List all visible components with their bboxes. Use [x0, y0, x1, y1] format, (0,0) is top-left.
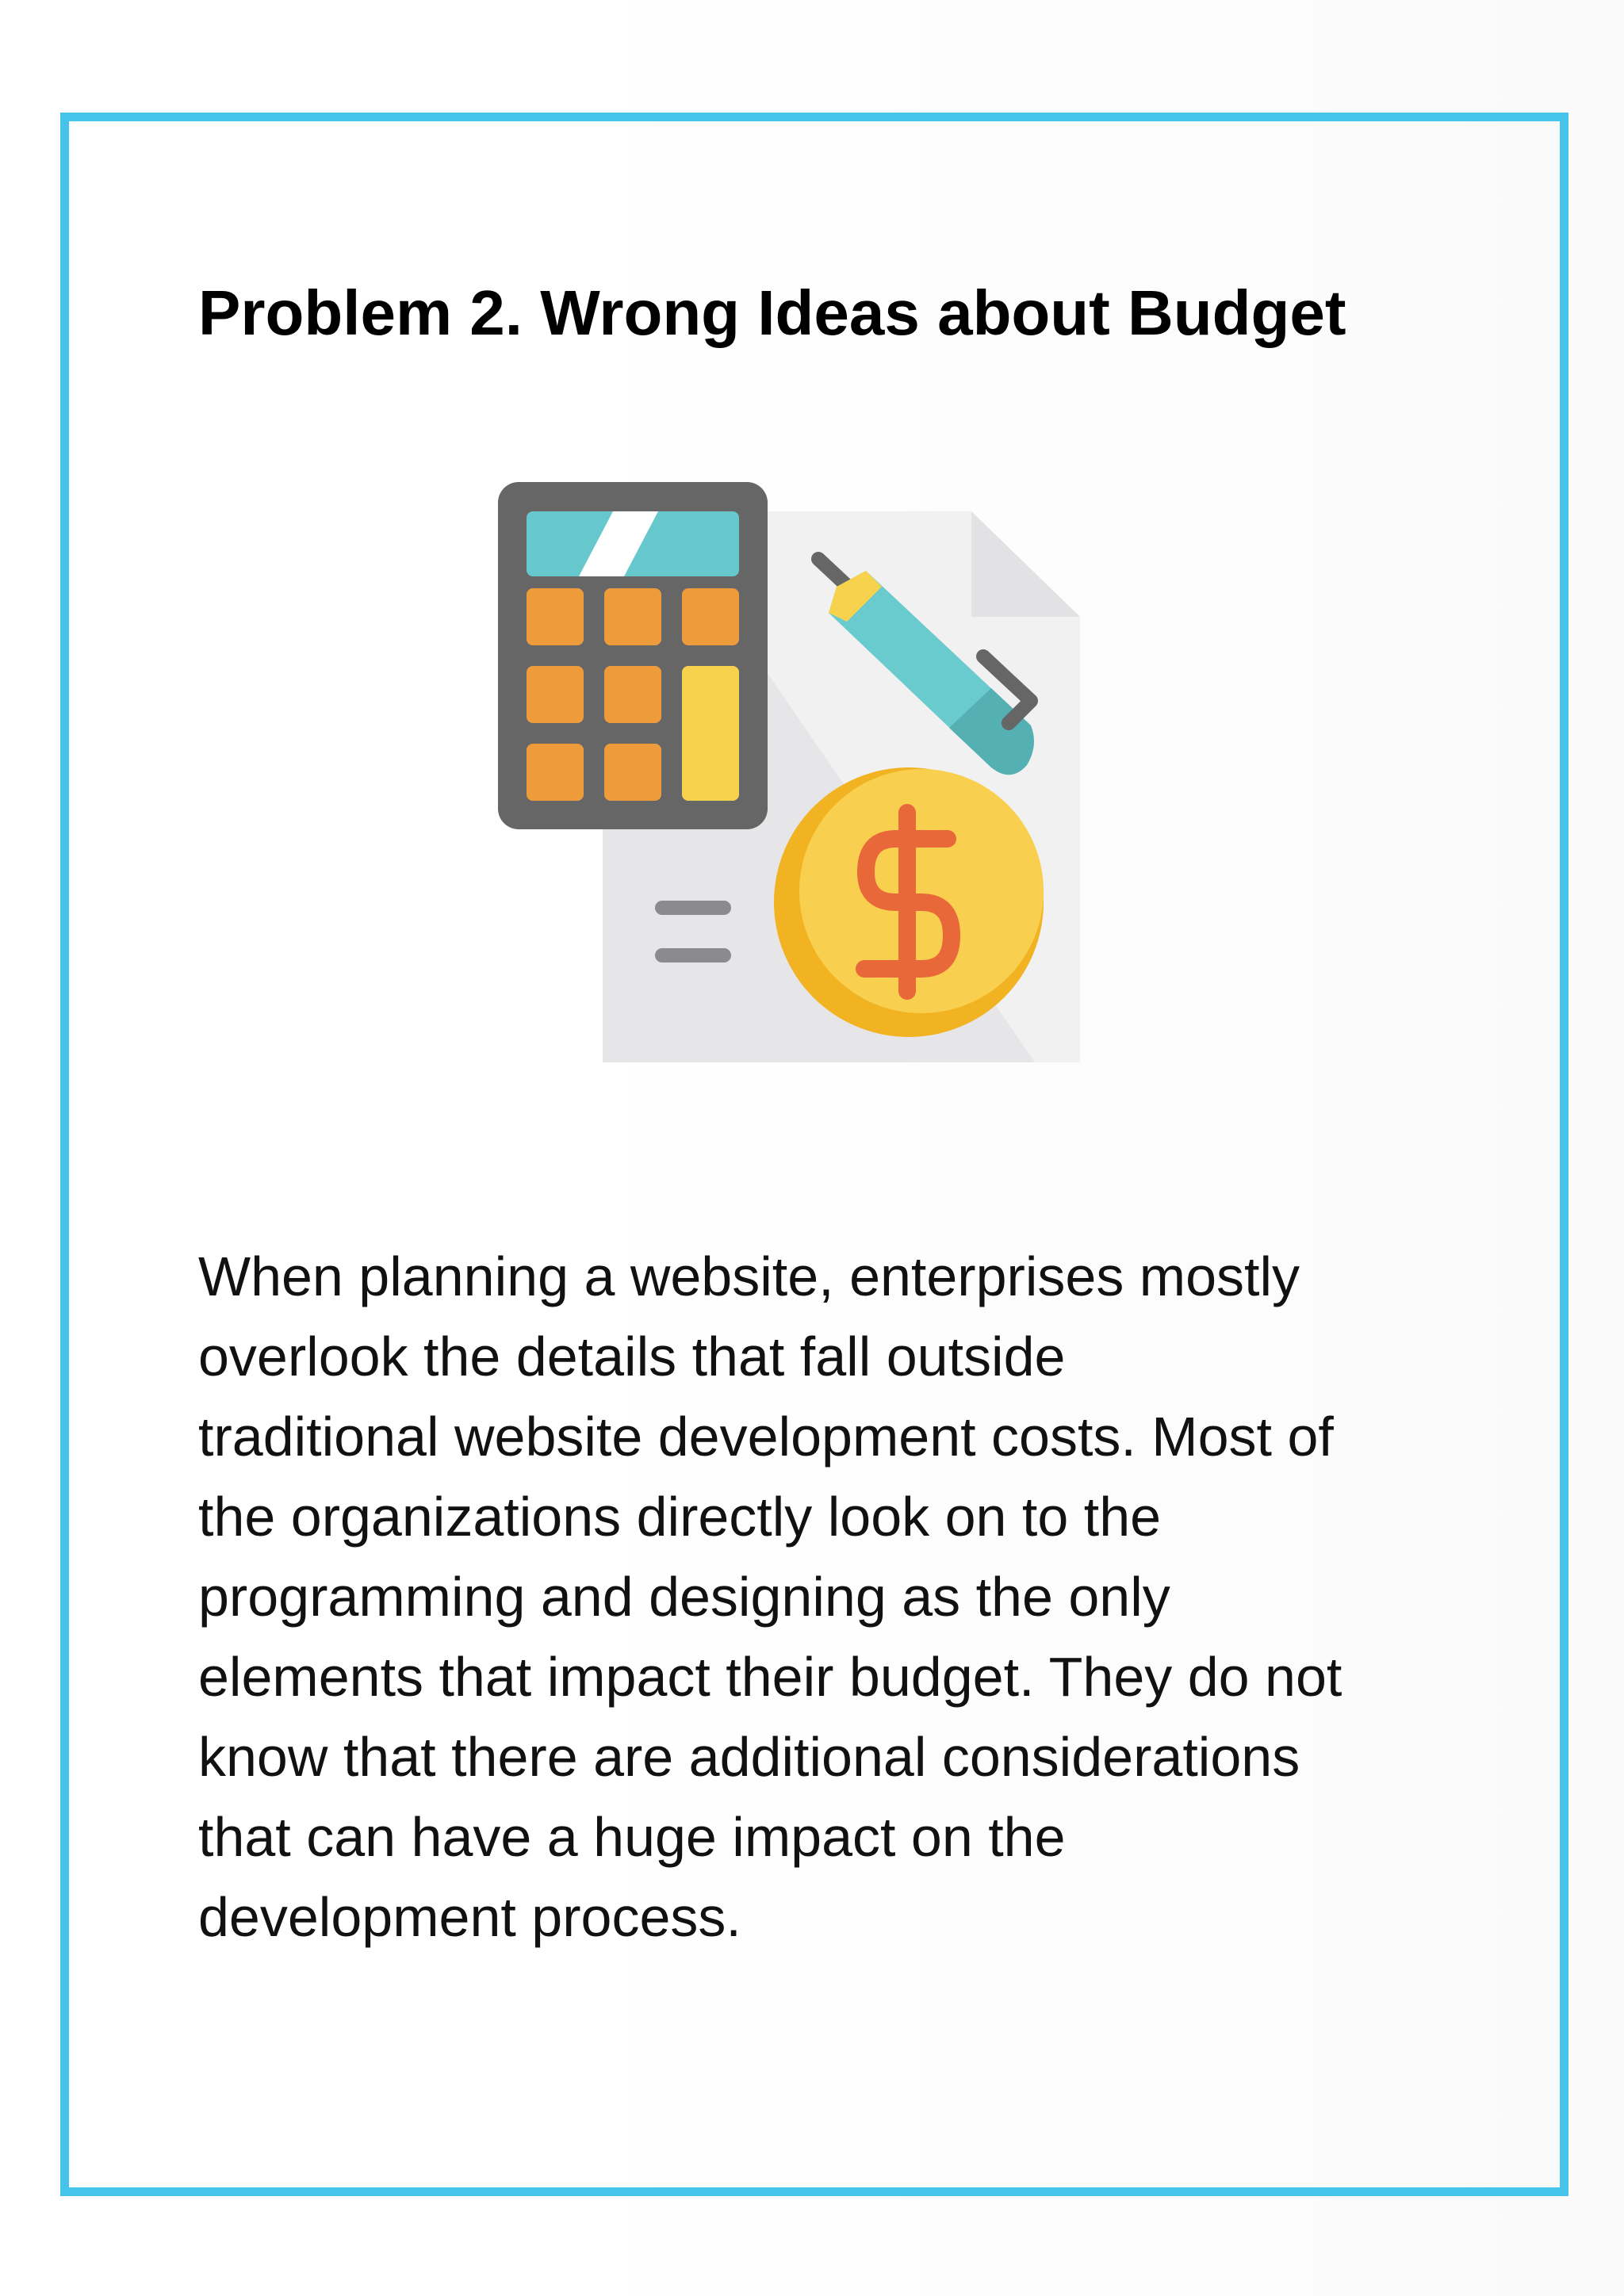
dollar-coin-icon — [774, 767, 1044, 1037]
paragraph-line: that can have a huge impact on the — [198, 1806, 1066, 1868]
paragraph-line: overlook the details that fall outside — [198, 1326, 1066, 1387]
paragraph-line: traditional website development costs. Most of — [198, 1406, 1334, 1468]
page-title: Problem 2. Wrong Ideas about Budget — [198, 277, 1346, 348]
budget-illustration — [492, 476, 1094, 1078]
calculator-icon — [498, 482, 768, 829]
paragraph-line: elements that impact their budget. They do not — [198, 1646, 1342, 1708]
paragraph-line: programming and designing as the only — [198, 1566, 1170, 1628]
body-paragraph — [198, 1237, 1435, 1957]
paragraph-line: the organizations directly look on to the — [198, 1486, 1162, 1548]
paragraph-line: know that there are additional considerations — [198, 1726, 1300, 1788]
paragraph-line: development process. — [198, 1886, 741, 1948]
paragraph-line: When planning a website, enterprises mostly — [198, 1246, 1300, 1307]
